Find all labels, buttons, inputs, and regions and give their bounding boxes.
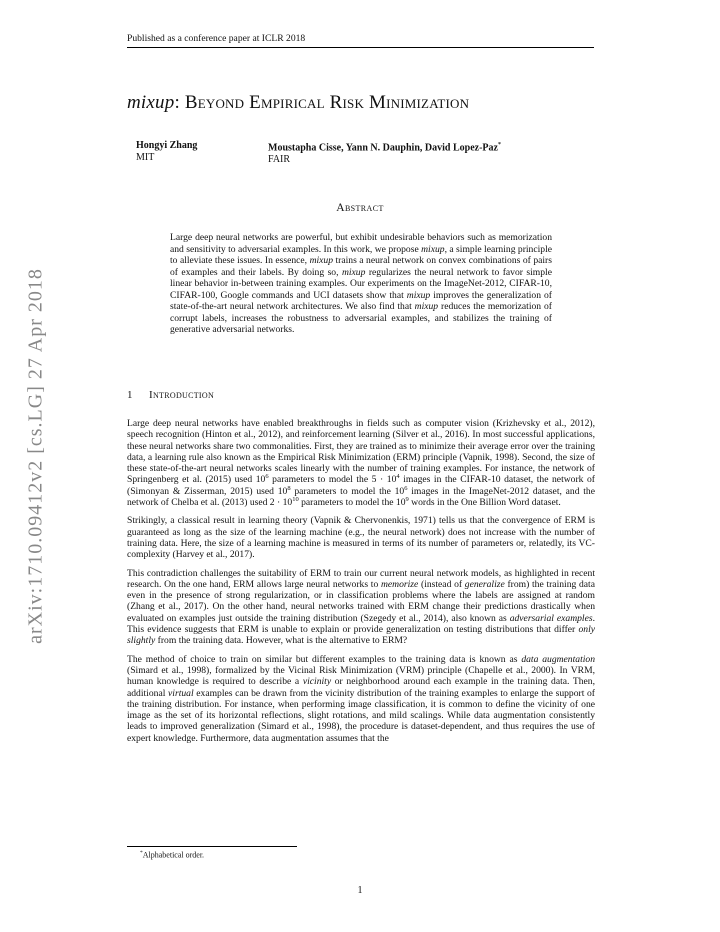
author-name: Moustapha Cisse, Yann N. Dauphin, David Lopez-Paz* <box>268 142 501 154</box>
paragraph-3: This contradiction challenges the suitability of ERM to train our current neural network models, as highlighted in recent research. On the one hand, ERM allows large neural networks to memorize (instead of generalize from) the training data even in the presence of strong regularization, or in classification problems where the labels are assigned at random (Zhang et al., 2017). On the other hand, neural networks trained with ERM change their predictions drastically when evaluated on examples just outside the training distribution (Szegedy et al., 2014), also known as adversarial examples. This evidence suggests that ERM is unable to explain or provide generalization on testing distributions that differ only slightly from the training data. However, what is the alternative to ERM? <box>127 567 595 647</box>
paragraph-4: The method of choice to train on similar but different examples to the training data is known as data augmentation (Simard et al., 1998), formalized by the Vicinal Risk Minimization (VRM) principle (Chapelle et al., 2000). In VRM, human knowledge is required to describe a vicinity or neighborhood around each example in the training data. Then, additional virtual examples can be drawn from the vicinity distribution of the training examples to enlarge the support of the training distribution. For instance, when performing image classification, it is common to define the vicinity of one image as the set of its horizontal reflections, slight rotations, and mild scalings. While data augmentation consistently leads to improved generalization (Simard et al., 1998), the procedure is dataset-dependent, and thus requires the use of expert knowledge. Furthermore, data augmentation assumes that the <box>127 653 596 744</box>
title-italic: mixup <box>127 92 175 113</box>
title-rest: : Beyond Empirical Risk Minimization <box>174 92 470 113</box>
paper-title <box>127 92 597 114</box>
author-block-2 <box>268 140 501 165</box>
abstract-heading: Abstract <box>336 202 384 214</box>
section-number: 1 <box>127 389 133 401</box>
footnote-mark: * <box>497 142 501 148</box>
footnote-text: Alphabetical order. <box>142 850 205 860</box>
section-title: Introduction <box>149 389 215 401</box>
author-name: Hongyi Zhang <box>136 140 198 151</box>
author-block-1 <box>136 140 197 163</box>
footnote-rule <box>127 846 297 847</box>
footnote <box>140 850 204 860</box>
footnote-mark: * <box>140 850 143 856</box>
abstract-text: Large deep neural networks are powerful, but exhibit undesirable behaviors such as memorization and sensitivity to adversarial examples. In this work, we propose mixup, a simple learning principle to alleviate these issues. In essence, mixup trains a neural network on convex combinations of pairs of examples and their labels. By doing so, mixup regularizes the neural network to favor simple linear behavior in-between training examples. Our experiments on the ImageNet-2012, CIFAR-10, CIFAR-100, Google commands and UCI datasets show that mixup improves the generalization of state-of-the-art neural network architectures. We also find that mixup reduces the memorization of corrupt labels, increases the robustness to adversarial examples, and stabilizes the training of generative adversarial networks. <box>170 232 552 336</box>
arxiv-stamp: arXiv:1710.09412v2 [cs.LG] 27 Apr 2018 <box>24 268 47 644</box>
author-affiliation: FAIR <box>268 153 291 165</box>
section-heading <box>127 389 214 401</box>
page-number: 1 <box>357 885 363 896</box>
paragraph-1: Large deep neural networks have enabled breakthroughs in fields such as computer vision (Krizhevsky et al., 2012), speech recognition (Hinton et al., 2012), and reinforcement learning (Silver et al., 2016). In most successful applications, these neural networks share two commonalities. First, they are trained as to minimize their average error over the training data, a learning rule also known as the Empirical Risk Minimization (ERM) principle (Vapnik, 1998). Second, the size of these state-of-the-art neural networks scales linearly with the number of training examples. For instance, the network of Springenberg et al. (2015) used $10^6$ parameters to model the $5 \cdot 10^4$ images in the CIFAR-10 dataset, the network of (Simonyan & Zisserman, 2015) used $10^8$ parameters to model the $10^6$ images in the ImageNet-2012 dataset, and the network of Chelba et al. (2013) used $2 \cdot 10^{10}$ parameters to model the $10^9$ words in the One Billion Word dataset. <box>127 418 596 509</box>
body-text <box>127 418 595 751</box>
paragraph-2: Strikingly, a classical result in learning theory (Vapnik & Chervonenkis, 1971) tells us that the convergence of ERM is guaranteed as long as the size of the learning machine (e.g., the neural network) does not increase with the number of training data. Here, the size of a learning machine is measured in terms of its number of parameters or, relatedly, its VC-complexity (Harvey et al., 2017). <box>127 515 595 561</box>
running-header: Published as a conference paper at ICLR 2018 <box>127 33 594 48</box>
author-affiliation: MIT <box>136 151 155 163</box>
